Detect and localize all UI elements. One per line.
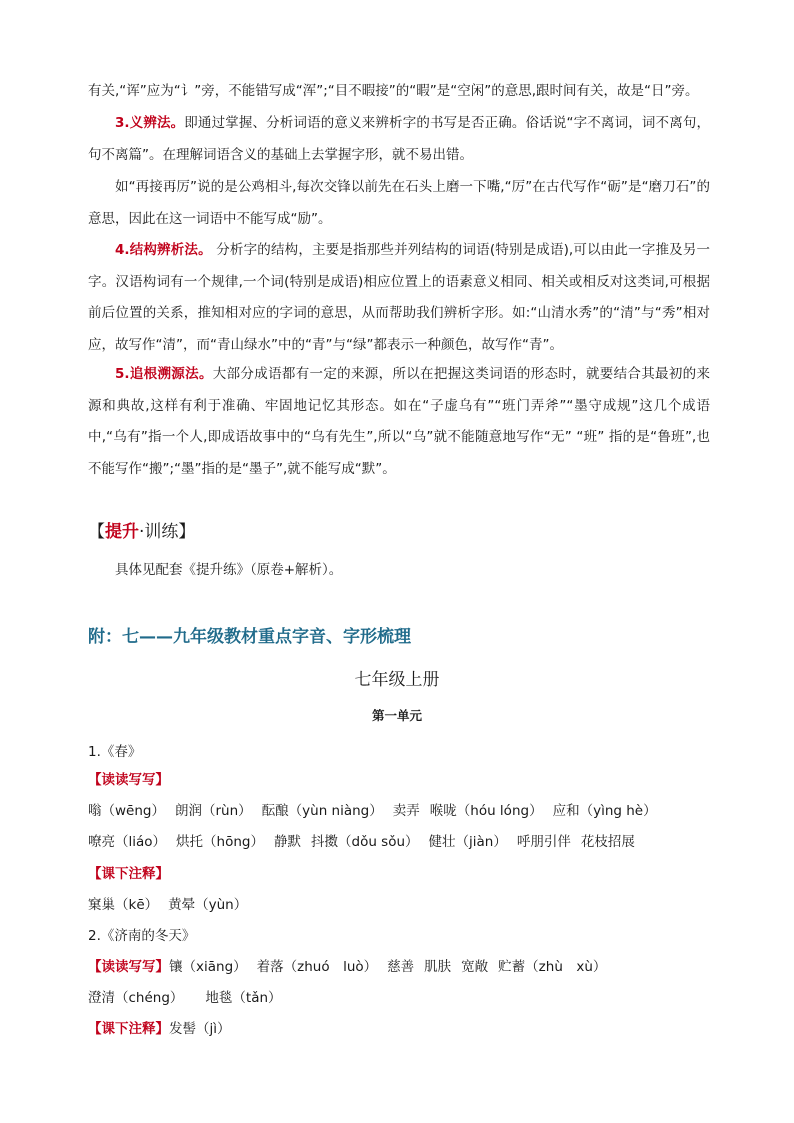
method-3-example-text: 如“再接再厉”说的是公鸡相斗,每次交锋以前先在石头上磨一下嘴,“厉”在古代写作“砺”是“磨刀石”的意思，因此在这一词语中不能写成“励”。 xyxy=(88,179,710,227)
lesson-2-row-1 xyxy=(88,957,606,977)
method-4-label: 4.结构辨析法。 xyxy=(115,242,212,258)
unit-title: 第一单元 xyxy=(371,708,422,723)
lesson-1-row-1 xyxy=(88,801,657,821)
word-item: 澄清（chéng） xyxy=(88,990,184,1006)
word-item: 酝酿（yùn niàng） xyxy=(261,803,383,819)
lesson-1-row-2 xyxy=(88,832,635,852)
method-5-label: 5.追根溯源法。 xyxy=(115,366,213,382)
section-bracket-open: 【 xyxy=(88,522,105,542)
method-5-text: 大部分成语都有一定的来源，所以在把握这类词语的形态时，就要结合其最初的来源和典故,这样有利于准确、牢固地记忆其形态。如在“子虚乌有”“班门弄斧”“墨守成规”这几个成语中,“乌有”指一个人,即成语故事中的“乌有先生”,所以“乌”就不能随意地写作“无” “班” 指的是“鲁班”,也不能写作“搬”;“墨”指的是“墨子”,就不能写成“默”。 xyxy=(88,366,711,477)
word-item: 卖弄 xyxy=(392,803,420,819)
section-note-text: 具体见配套《提升练》（原卷+解析）。 xyxy=(115,562,343,578)
word-item: 慈善 xyxy=(387,959,415,975)
lesson-2-read-tag: 【读读写写】 xyxy=(88,959,169,975)
continued-paragraph xyxy=(88,76,710,108)
method-3-paragraph xyxy=(88,108,710,171)
word-item: 着落（zhuó luò） xyxy=(256,959,378,975)
word-item: 地毯（tǎn） xyxy=(205,990,282,1006)
word-item: 嗡（wēng） xyxy=(88,803,165,819)
word-item: 嘹亮（liáo） xyxy=(88,834,167,850)
section-highlight: 提升 xyxy=(105,522,139,542)
word-item: 喉咙（hóu lóng） xyxy=(429,803,543,819)
word-item: 宽敞 xyxy=(461,959,489,975)
method-4-paragraph xyxy=(88,235,710,361)
word-item: 健壮（jiàn） xyxy=(428,834,507,850)
word-item: 发髻（jì） xyxy=(169,1021,231,1037)
word-item: 抖擞（dǒu sǒu） xyxy=(311,834,419,850)
lesson-2-note-tag: 【课下注释】 xyxy=(88,1021,169,1037)
lesson-1-read-tag: 【读读写写】 xyxy=(88,772,169,788)
method-3-label: 3.义辨法。 xyxy=(115,115,185,131)
word-item: 贮蓄（zhù xù） xyxy=(498,959,607,975)
word-item: 呼朋引伴 xyxy=(516,834,571,850)
method-5-paragraph xyxy=(88,359,710,485)
word-item: 黄晕（yùn） xyxy=(168,897,248,913)
lesson-2-title: 2.《济南的冬天》 xyxy=(88,928,196,944)
lesson-1-title: 1.《春》 xyxy=(88,744,142,760)
word-item: 花枝招展 xyxy=(580,834,635,850)
paragraph-text: 有关,“诨”应为“讠”旁，不能错写成“浑”;“目不暇接”的“暇”是“空闲”的意思,跟时间有关，故是“日”旁。 xyxy=(88,83,699,99)
word-item: 窠巢（kē） xyxy=(88,897,159,913)
word-item: 肌肤 xyxy=(424,959,452,975)
word-item: 烘托（hōng） xyxy=(176,834,264,850)
grade-title: 七年级上册 xyxy=(354,670,440,690)
section-rest: ·训练】 xyxy=(139,522,196,542)
word-item: 镶（xiāng） xyxy=(169,959,247,975)
word-item: 朗润（rùn） xyxy=(174,803,252,819)
lesson-1-note-tag: 【课下注释】 xyxy=(88,866,169,882)
lesson-2-row-2 xyxy=(88,988,282,1008)
lesson-1-row-3 xyxy=(88,895,247,915)
lesson-2-row-3 xyxy=(88,1019,231,1039)
section-note xyxy=(115,560,342,580)
section-heading xyxy=(88,520,195,544)
method-3-text: 即通过掌握、分析词语的意义来辨析字的书写是否正确。俗话说“字不离词，词不离句，句不离篇”。在理解词语含义的基础上去掌握字形，就不易出错。 xyxy=(88,115,710,163)
appendix-title: 附：七——九年级教材重点字音、字形梳理 xyxy=(88,627,411,647)
word-item: 应和（yìng hè） xyxy=(552,803,657,819)
word-item: 静默 xyxy=(274,834,301,850)
method-4-text: 分析字的结构，主要是指那些并列结构的词语(特别是成语),可以由此一字推及另一字。汉语构词有一个规律,一个词(特别是成语)相应位置上的语素意义相同、相关或相反对这类词,可根据前后位置的关系，推知相对应的字词的意思，从而帮助我们辨析字形。如:“山清水秀”的“清”与“秀”相对应，故写作“清”，而“青山绿水”中的“青”与“绿”都表示一种颜色，故写作“青”。 xyxy=(88,242,710,353)
method-3-example-paragraph xyxy=(88,172,710,235)
